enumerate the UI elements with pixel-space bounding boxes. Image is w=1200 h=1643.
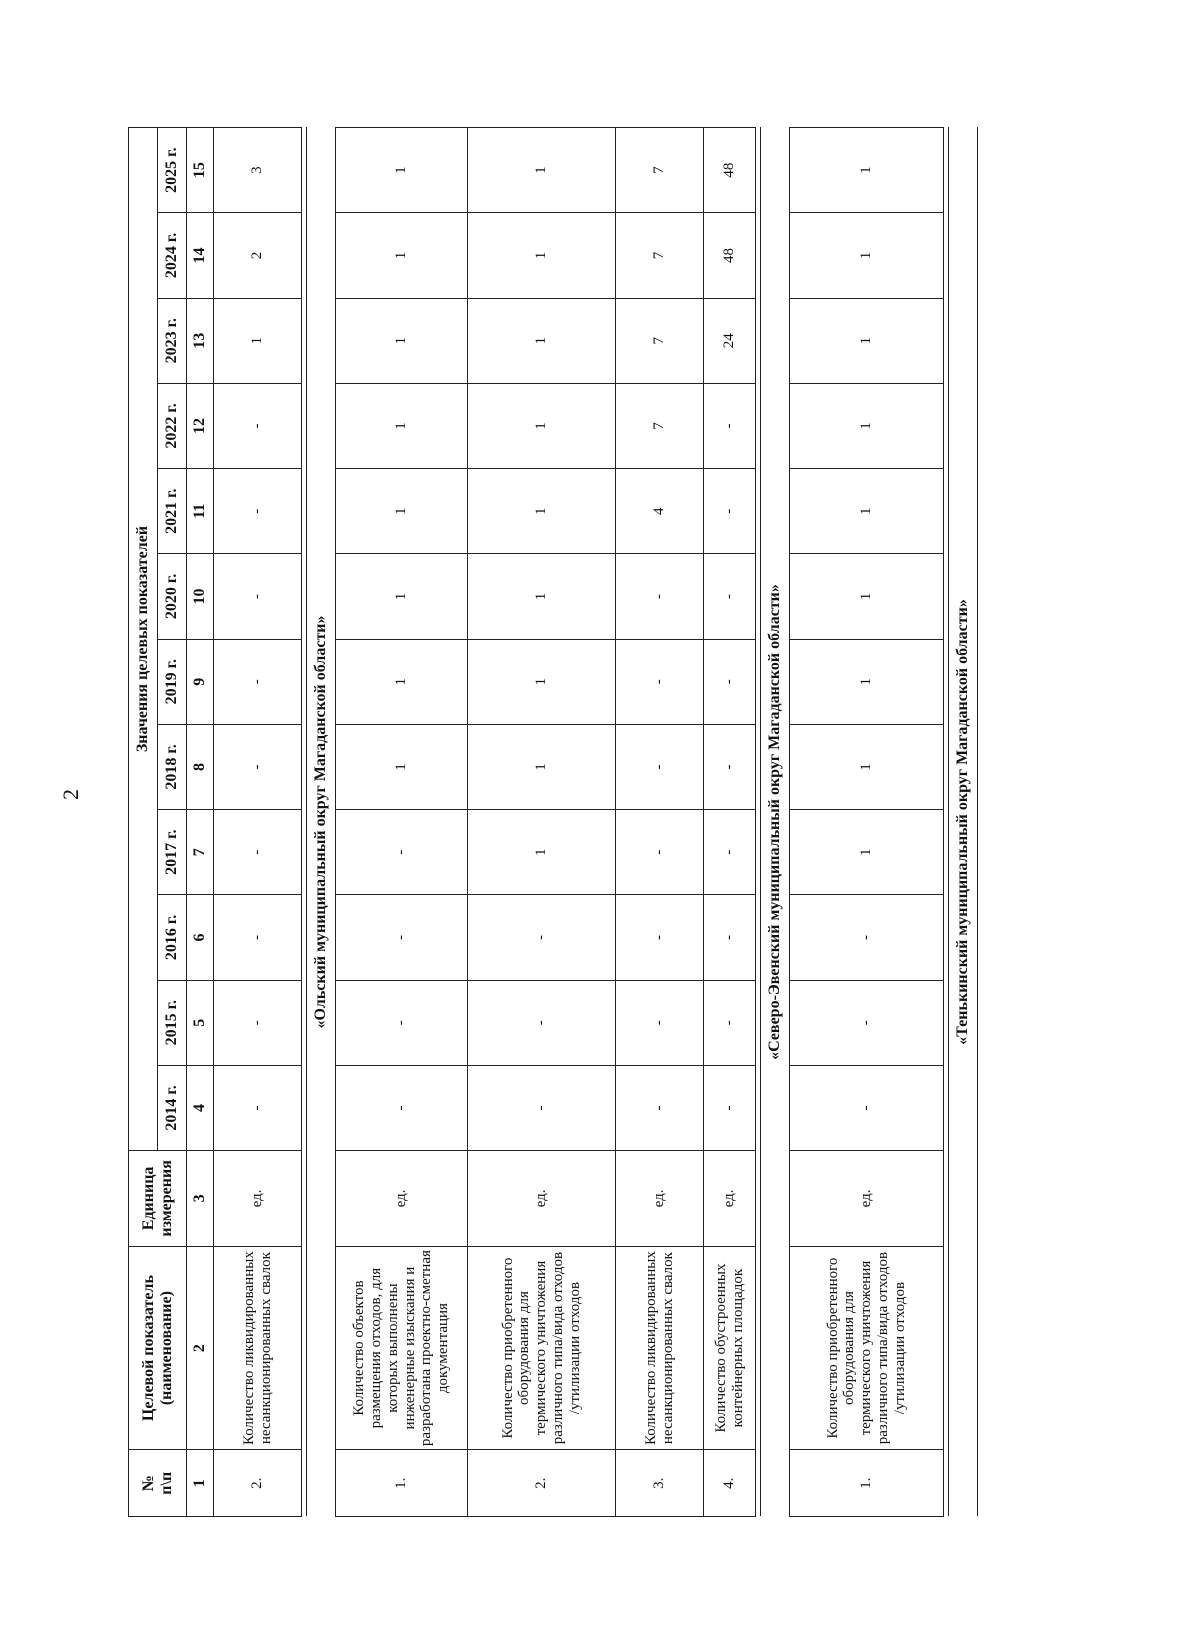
header-year-2021: 2021 г. <box>158 469 187 554</box>
row-value-2022: 7 <box>616 383 704 468</box>
row-value-2015: - <box>790 980 944 1065</box>
table-row <box>704 128 756 1517</box>
row-value-2014: - <box>790 1065 944 1150</box>
row-value-2022: 1 <box>790 383 944 468</box>
row-value-2022: 1 <box>468 383 616 468</box>
row-value-2021: 4 <box>616 469 704 554</box>
row-indicator-name: Количество ликвидированных несанкционированных свалок <box>214 1246 302 1450</box>
indicators-table <box>128 127 978 1517</box>
row-indicator-name: Количество приобретенного оборудования для термического уничтожения различного типа/вида отходов /утилизации отходов <box>790 1246 944 1450</box>
row-value-2015: - <box>336 980 468 1065</box>
row-number: 1. <box>336 1450 468 1517</box>
row-unit: ед. <box>790 1151 944 1247</box>
header-unit: Единица измерения <box>129 1151 187 1247</box>
column-number-4: 4 <box>187 1065 214 1150</box>
row-value-2016: - <box>790 895 944 980</box>
row-value-2018: 1 <box>790 724 944 809</box>
row-value-2015: - <box>214 980 302 1065</box>
table-row <box>336 128 468 1517</box>
row-value-2014: - <box>214 1065 302 1150</box>
row-value-2022: - <box>214 383 302 468</box>
row-value-2023: 7 <box>616 298 704 383</box>
row-unit: ед. <box>336 1151 468 1247</box>
row-number: 2. <box>214 1450 302 1517</box>
row-value-2017: 1 <box>468 810 616 895</box>
column-number-12: 12 <box>187 383 214 468</box>
header-values-group: Значения целевых показателей <box>129 128 158 1151</box>
row-number: 2. <box>468 1450 616 1517</box>
row-unit: ед. <box>468 1151 616 1247</box>
row-value-2022: - <box>704 383 756 468</box>
column-number-11: 11 <box>187 469 214 554</box>
row-value-2025: 48 <box>704 128 756 213</box>
row-value-2019: 1 <box>336 639 468 724</box>
column-number-9: 9 <box>187 639 214 724</box>
column-number-10: 10 <box>187 554 214 639</box>
table-row <box>790 128 944 1517</box>
header-year-2025: 2025 г. <box>158 128 187 213</box>
row-value-2018: - <box>214 724 302 809</box>
header-year-2023: 2023 г. <box>158 298 187 383</box>
row-value-2023: 1 <box>468 298 616 383</box>
row-indicator-name: Количество объектов размещения отходов, для которых выполнены инженерные изыскания и разработана проектно-сметная документация <box>336 1246 468 1450</box>
row-value-2016: - <box>616 895 704 980</box>
row-value-2017: 1 <box>790 810 944 895</box>
header-year-2014: 2014 г. <box>158 1065 187 1150</box>
row-number: 1. <box>790 1450 944 1517</box>
header-year-2015: 2015 г. <box>158 980 187 1065</box>
row-value-2017: - <box>214 810 302 895</box>
row-value-2019: - <box>704 639 756 724</box>
row-value-2023: 1 <box>336 298 468 383</box>
row-value-2019: - <box>616 639 704 724</box>
column-number-2: 2 <box>187 1246 214 1450</box>
row-value-2023: 1 <box>214 298 302 383</box>
row-value-2024: 1 <box>336 213 468 298</box>
row-value-2014: - <box>336 1065 468 1150</box>
row-value-2020: - <box>704 554 756 639</box>
row-value-2017: - <box>336 810 468 895</box>
column-number-6: 6 <box>187 895 214 980</box>
row-value-2021: - <box>214 469 302 554</box>
header-indicator: Целевой показатель (наименование) <box>129 1246 187 1450</box>
header-no-label: № п\п <box>139 1471 175 1495</box>
row-value-2020: 1 <box>336 554 468 639</box>
page-number: 2 <box>58 789 83 800</box>
row-indicator-name: Количество приобретенного оборудования для термического уничтожения различного типа/вида отходов /утилизации отходов <box>468 1246 616 1450</box>
row-value-2016: - <box>214 895 302 980</box>
row-unit: ед. <box>704 1151 756 1247</box>
row-value-2024: 1 <box>790 213 944 298</box>
column-number-7: 7 <box>187 810 214 895</box>
column-number-1: 1 <box>187 1450 214 1517</box>
header-no <box>129 1450 187 1517</box>
header-year-2024: 2024 г. <box>158 213 187 298</box>
section-title: «Ольский муниципальный округ Магаданской области» <box>307 128 336 1517</box>
column-number-13: 13 <box>187 298 214 383</box>
section-title-row <box>761 128 790 1517</box>
header-year-2016: 2016 г. <box>158 895 187 980</box>
row-value-2025: 3 <box>214 128 302 213</box>
row-value-2015: - <box>704 980 756 1065</box>
row-value-2021: 1 <box>468 469 616 554</box>
header-year-2018: 2018 г. <box>158 724 187 809</box>
header-year-2020: 2020 г. <box>158 554 187 639</box>
row-value-2020: 1 <box>790 554 944 639</box>
row-value-2016: - <box>336 895 468 980</box>
table-row <box>468 128 616 1517</box>
row-value-2024: 48 <box>704 213 756 298</box>
row-value-2019: 1 <box>468 639 616 724</box>
row-value-2018: 1 <box>468 724 616 809</box>
column-number-15: 15 <box>187 128 214 213</box>
row-value-2025: 7 <box>616 128 704 213</box>
row-value-2019: 1 <box>790 639 944 724</box>
table-row <box>616 128 704 1517</box>
row-value-2014: - <box>704 1065 756 1150</box>
row-value-2018: - <box>616 724 704 809</box>
row-value-2015: - <box>468 980 616 1065</box>
row-value-2025: 1 <box>790 128 944 213</box>
column-numbers-row <box>187 128 214 1517</box>
column-number-3: 3 <box>187 1151 214 1247</box>
row-value-2022: 1 <box>336 383 468 468</box>
header-year-2017: 2017 г. <box>158 810 187 895</box>
row-value-2020: 1 <box>468 554 616 639</box>
row-value-2020: - <box>616 554 704 639</box>
row-value-2015: - <box>616 980 704 1065</box>
row-value-2016: - <box>468 895 616 980</box>
row-value-2017: - <box>616 810 704 895</box>
row-indicator-name: Количество ликвидированных несанкционированных свалок <box>616 1246 704 1450</box>
column-number-14: 14 <box>187 213 214 298</box>
row-value-2017: - <box>704 810 756 895</box>
row-value-2024: 2 <box>214 213 302 298</box>
section-title: «Тенькинский муниципальный округ Магаданской области» <box>949 128 978 1517</box>
row-indicator-name: Количество обустроенных контейнерных площадок <box>704 1246 756 1450</box>
row-value-2014: - <box>468 1065 616 1150</box>
row-value-2019: - <box>214 639 302 724</box>
row-unit: ед. <box>616 1151 704 1247</box>
row-value-2020: - <box>214 554 302 639</box>
row-value-2021: 1 <box>790 469 944 554</box>
row-value-2025: 1 <box>336 128 468 213</box>
header-year-2019: 2019 г. <box>158 639 187 724</box>
header-row-1 <box>129 128 158 1517</box>
header-year-2022: 2022 г. <box>158 383 187 468</box>
section-title-row <box>949 128 978 1517</box>
row-value-2014: - <box>616 1065 704 1150</box>
row-value-2023: 24 <box>704 298 756 383</box>
row-value-2018: 1 <box>336 724 468 809</box>
row-number: 3. <box>616 1450 704 1517</box>
row-number: 4. <box>704 1450 756 1517</box>
row-value-2021: 1 <box>336 469 468 554</box>
row-value-2021: - <box>704 469 756 554</box>
column-number-5: 5 <box>187 980 214 1065</box>
row-value-2025: 1 <box>468 128 616 213</box>
row-value-2024: 1 <box>468 213 616 298</box>
row-value-2024: 7 <box>616 213 704 298</box>
table-row <box>214 128 302 1517</box>
column-number-8: 8 <box>187 724 214 809</box>
section-title: «Северо-Эвенский муниципальный округ Магаданской области» <box>761 128 790 1517</box>
row-value-2016: - <box>704 895 756 980</box>
rotated-table-container <box>128 127 1028 1517</box>
row-value-2018: - <box>704 724 756 809</box>
row-value-2023: 1 <box>790 298 944 383</box>
row-unit: ед. <box>214 1151 302 1247</box>
section-title-row <box>307 128 336 1517</box>
